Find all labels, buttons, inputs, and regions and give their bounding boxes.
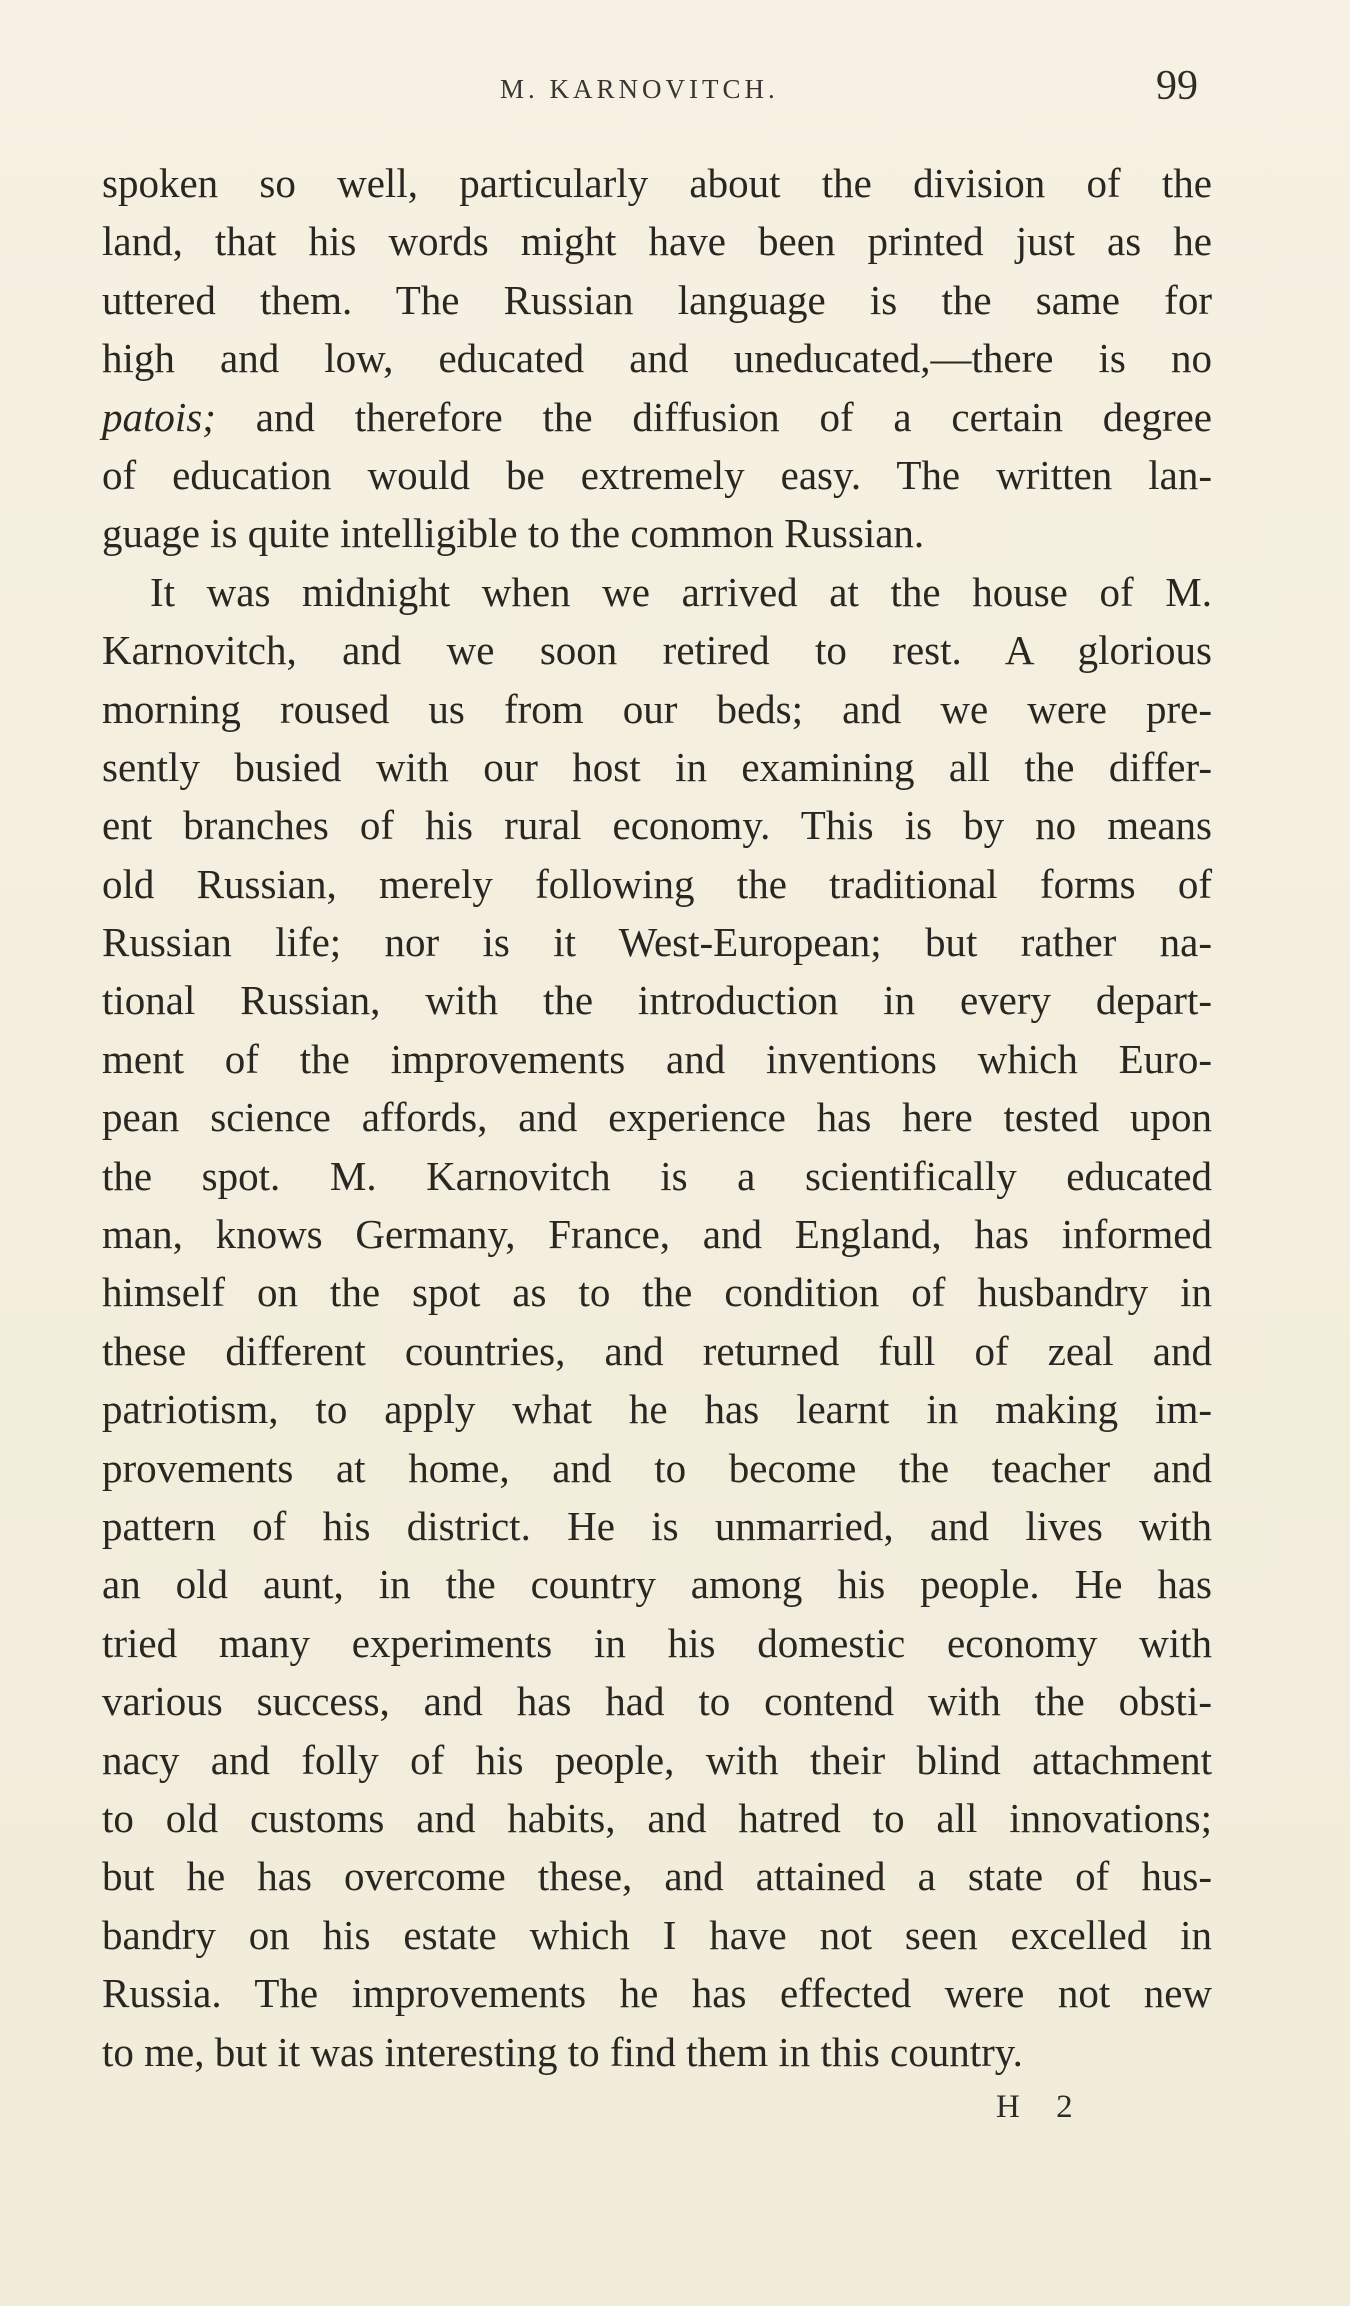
paragraph-start-line: It was midnight when we arrived at the house of M. [150,568,1212,615]
text-line: patriotism, to apply what he has learnt in making im- [102,1386,1212,1433]
body-text [102,154,1212,2081]
text-line: Russia. The improvements he has effected were not new [102,1970,1212,2017]
text-line: these different countries, and returned full of zeal and [102,1327,1212,1374]
text-line: man, knows Germany, France, and England, has informed [102,1211,1212,1258]
text-line: Karnovitch, and we soon retired to rest. A glorious [102,627,1212,674]
text-line: sently busied with our host in examining all the differ- [102,743,1212,790]
text-line: morning roused us from our beds; and we were pre- [102,685,1212,732]
running-head [0,62,1350,112]
text-line: bandry on his estate which I have not seen excelled in [102,1911,1212,1958]
text-line: of education would be extremely easy. The written lan- [102,451,1212,498]
text-line: pean science affords, and experience has here tested upon [102,1094,1212,1141]
text-line: an old aunt, in the country among his people. He has [102,1561,1212,1608]
text-line: ent branches of his rural economy. This is by no means [102,802,1212,849]
text-line: Russian life; nor is it West-European; but rather na- [102,919,1212,966]
running-title: M. KARNOVITCH. [500,74,779,104]
text-line: high and low, educated and uneducated,—there is no [102,335,1212,382]
text-line: ment of the improvements and inventions which Euro- [102,1035,1212,1082]
text-line: tional Russian, with the introduction in every depart- [102,977,1212,1024]
text-line: the spot. M. Karnovitch is a scientifically educated [102,1152,1212,1199]
text-line: uttered them. The Russian language is the same for [102,276,1212,323]
text-line: provements at home, and to become the teacher and [102,1444,1212,1491]
text-line-rest: and therefore the diffusion of a certain degree [255,393,1212,440]
text-line: various success, and has had to contend with the obsti- [102,1678,1212,1725]
italic-term: patois; [102,393,216,440]
signature-mark: H 2 [996,2089,1087,2125]
text-line: but he has overcome these, and attained a state of hus- [102,1853,1212,1900]
text-line: spoken so well, particularly about the division of the [102,160,1212,206]
text-line: land, that his words might have been printed just as he [102,218,1212,265]
text-line: to me, but it was interesting to find them in this country. [102,2028,1023,2075]
text-line [102,388,1212,446]
page-number: 99 [1156,63,1198,109]
text-line: himself on the spot as to the condition of husbandry in [102,1269,1212,1316]
text-line: to old customs and habits, and hatred to all innovations; [102,1794,1212,1841]
text-line: tried many experiments in his domestic economy with [102,1619,1212,1666]
text-line: old Russian, merely following the traditional forms of [102,860,1212,907]
text-line: nacy and folly of his people, with their blind attachment [102,1736,1212,1783]
text-line: pattern of his district. He is unmarried, and lives with [102,1502,1212,1549]
text-line: guage is quite intelligible to the common Russian. [102,510,925,557]
